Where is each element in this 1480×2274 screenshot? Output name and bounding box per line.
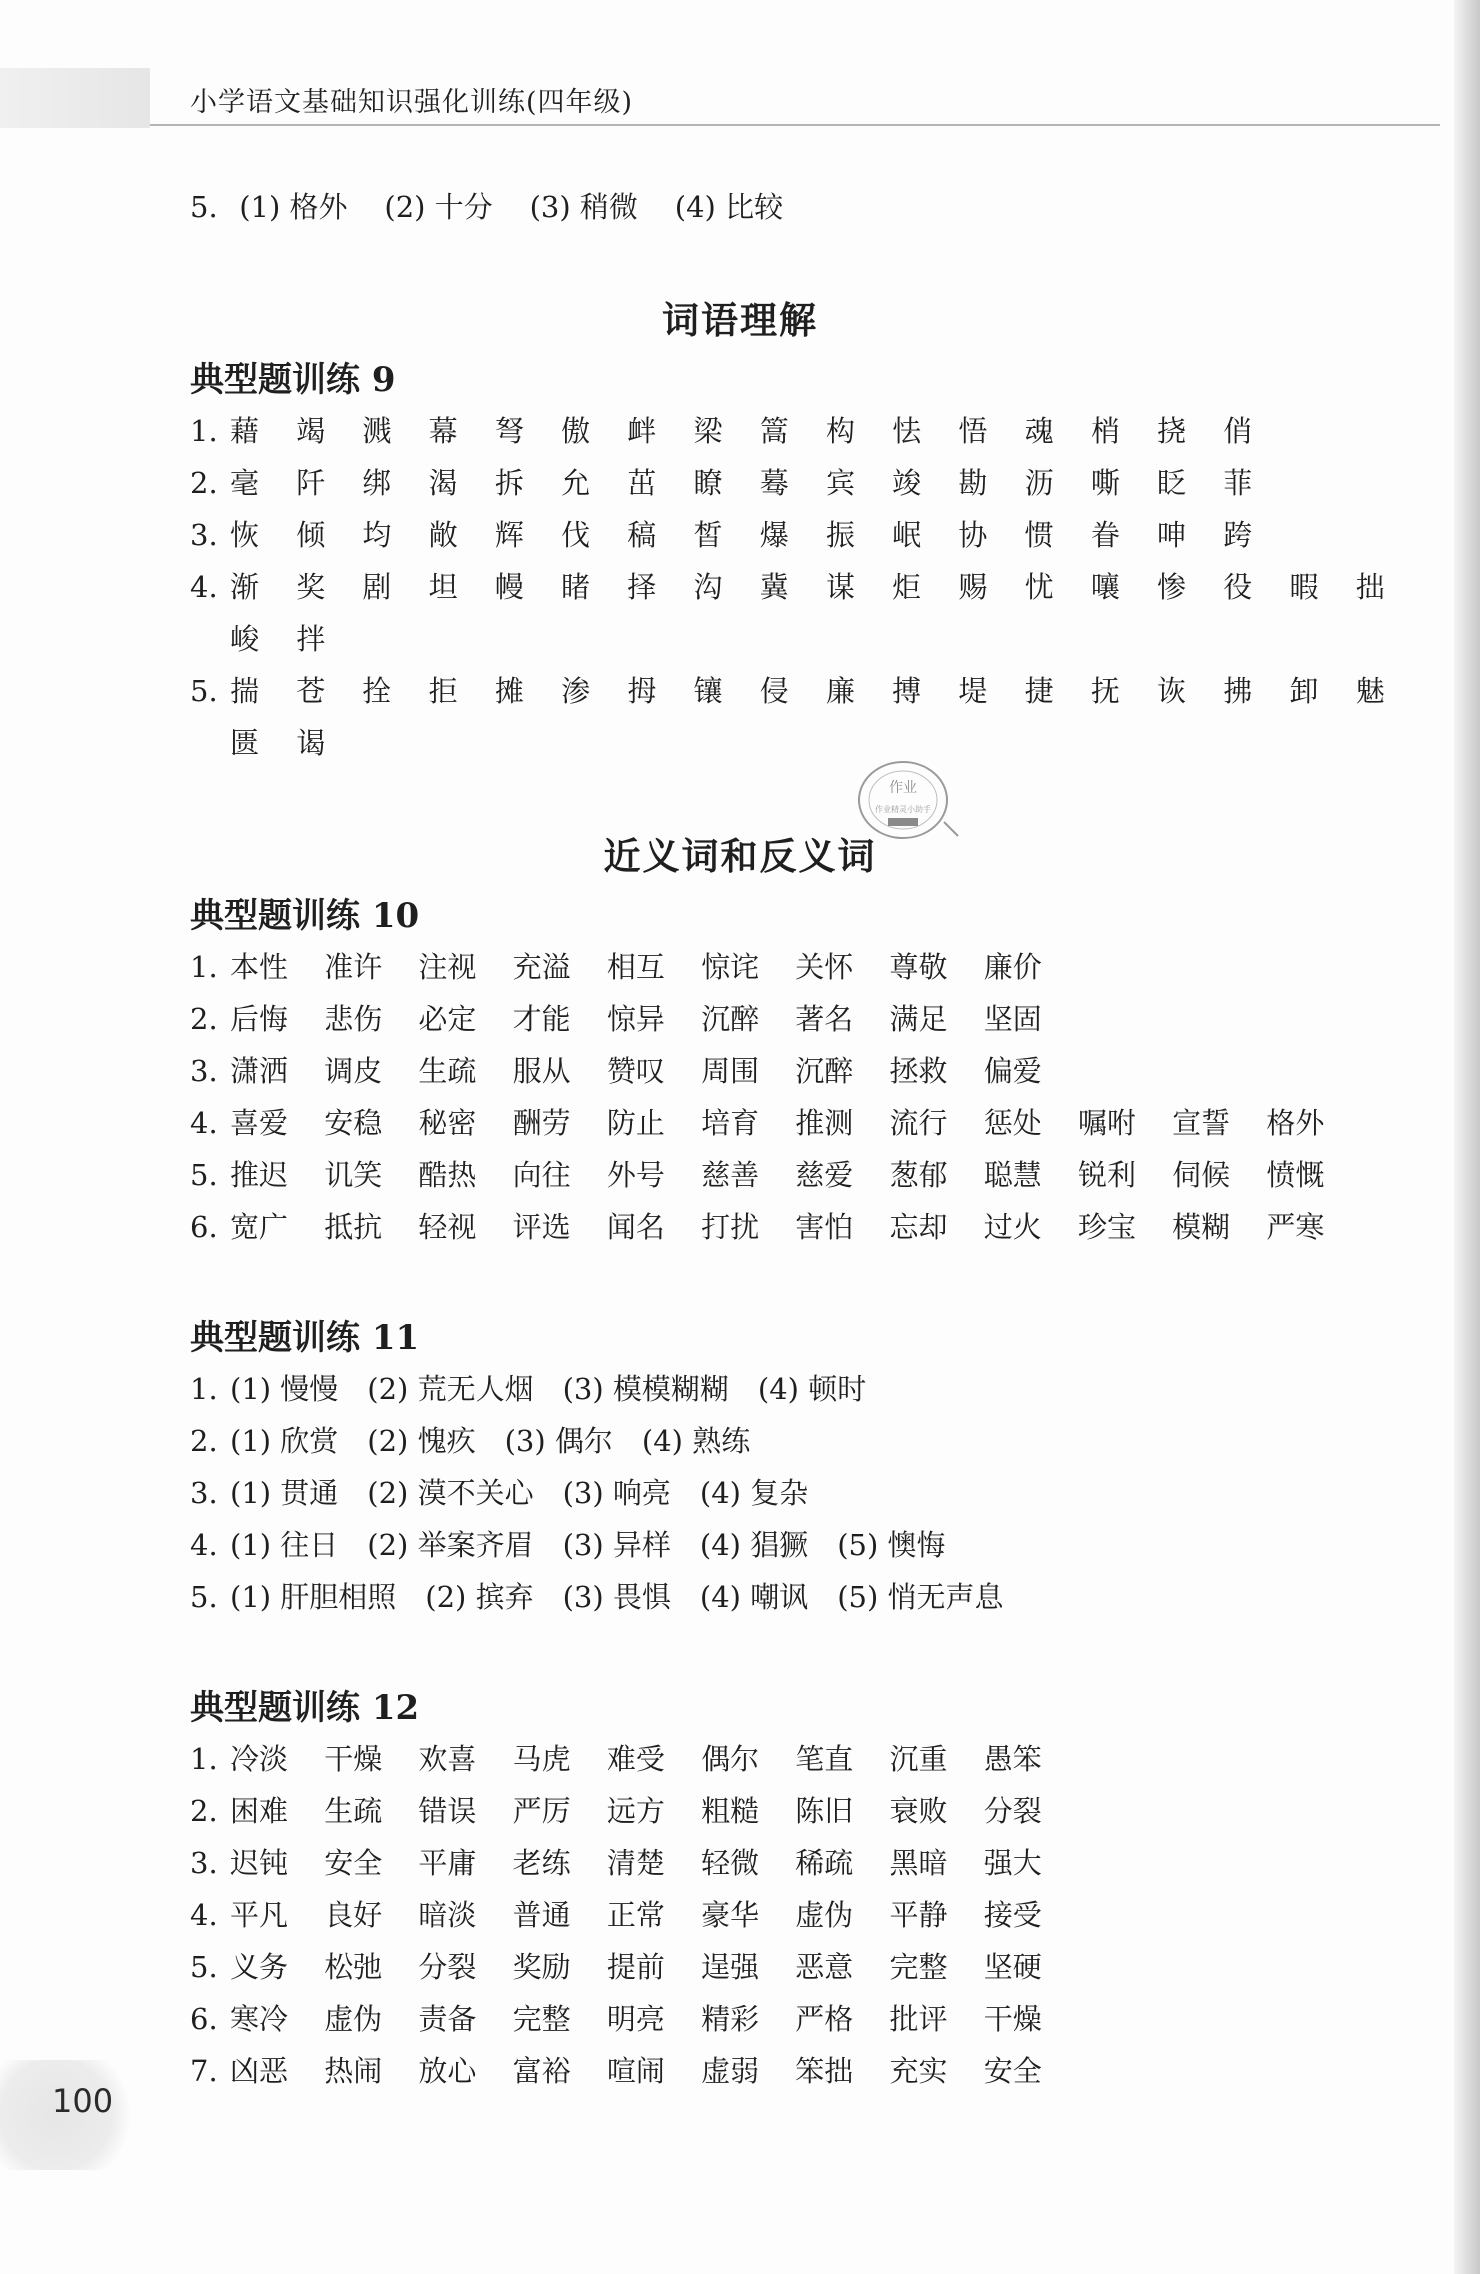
- line-number: 5.: [190, 674, 218, 708]
- line-number: 2.: [190, 1424, 218, 1458]
- page-number: 100: [52, 2082, 114, 2120]
- word-list: 后悔 悲伤 必定 才能 惊异 沉醉 著名 满足 坚固: [230, 1002, 1042, 1036]
- line-number: 2.: [190, 1002, 218, 1036]
- line-number: 1.: [190, 950, 218, 984]
- t9-line: [190, 618, 325, 660]
- t10-line: [190, 1050, 1042, 1092]
- t11-line: [190, 1420, 750, 1462]
- t12-line: [190, 1998, 1042, 2040]
- char-list: 毫 阡 绑 渴 拆 允 茁 瞭 蓦 宾 竣 勘 沥 嘶 眨 菲: [230, 466, 1253, 500]
- t10-line: [190, 1206, 1324, 1248]
- t10-line: [190, 1102, 1324, 1144]
- line-number: 3.: [190, 1846, 218, 1880]
- stamp-text-2: 作业精灵小助手: [875, 805, 931, 814]
- t12-line: [190, 1842, 1042, 1884]
- word-list: 寒冷 虚伪 责备 完整 明亮 精彩 严格 批评 干燥: [230, 2002, 1042, 2036]
- top-answer-line: [190, 186, 783, 228]
- word-list: 喜爱 安稳 秘密 酬劳 防止 培育 推测 流行 惩处 嘱咐 宣誓 格外: [230, 1106, 1325, 1140]
- subsection-title-12: 典型题训练 12: [190, 1688, 420, 1728]
- line-number: 6.: [190, 2002, 218, 2036]
- line-number: 5.: [190, 1580, 218, 1614]
- stamp-text-1: 作业: [889, 780, 917, 796]
- t12-line: [190, 1946, 1042, 1988]
- header-band: [0, 68, 150, 128]
- t9-line: [190, 462, 1252, 504]
- line-number: 5.: [190, 190, 218, 224]
- word-list: 迟钝 安全 平庸 老练 清楚 轻微 稀疏 黑暗 强大: [230, 1846, 1042, 1880]
- char-list: 揣 苍 拴 拒 摊 渗 拇 镶 侵 廉 搏 堤 捷 抚 诙 拂 卸 魅: [230, 674, 1385, 708]
- line-number: 4.: [190, 570, 218, 604]
- word-list: 潇洒 调皮 生疏 服从 赞叹 周围 沉醉 拯救 偏爱: [230, 1054, 1042, 1088]
- word-list: 本性 准许 注视 充溢 相互 惊诧 关怀 尊敬 廉价: [230, 950, 1042, 984]
- t12-line: [190, 1738, 1042, 1780]
- answer-item: (3) 稍微: [529, 190, 638, 224]
- answer-item: (1) 格外: [239, 190, 348, 224]
- t9-line: [190, 670, 1385, 712]
- t9-line: [190, 566, 1385, 608]
- word-list: 凶恶 热闹 放心 富裕 喧闹 虚弱 笨拙 充实 安全: [230, 2054, 1042, 2088]
- t10-line: [190, 1154, 1324, 1196]
- line-number: 3.: [190, 1054, 218, 1088]
- answer-text: (1) 慢慢 (2) 荒无人烟 (3) 模模糊糊 (4) 顿时: [230, 1372, 867, 1406]
- line-number: 5.: [190, 1950, 218, 1984]
- header-rule: [150, 124, 1440, 126]
- word-list: 冷淡 干燥 欢喜 马虎 难受 偶尔 笔直 沉重 愚笨: [230, 1742, 1042, 1776]
- page-header: 小学语文基础知识强化训练(四年级): [190, 87, 634, 118]
- line-number: 5.: [190, 1158, 218, 1192]
- answer-text: (1) 肝胆相照 (2) 摈弃 (3) 畏惧 (4) 嘲讽 (5) 悄无声息: [230, 1580, 1004, 1614]
- char-list: 匮 谒: [230, 726, 326, 760]
- t12-line: [190, 1894, 1042, 1936]
- line-number: 7.: [190, 2054, 218, 2088]
- line-number: 4.: [190, 1898, 218, 1932]
- line-number: 4.: [190, 1528, 218, 1562]
- line-number: 3.: [190, 518, 218, 552]
- t11-line: [190, 1576, 1004, 1618]
- t11-line: [190, 1524, 946, 1566]
- answer-text: (1) 往日 (2) 举案齐眉 (3) 异样 (4) 猖獗 (5) 懊悔: [230, 1528, 946, 1562]
- answer-item: (2) 十分: [384, 190, 493, 224]
- subsection-title-11: 典型题训练 11: [190, 1318, 420, 1358]
- char-list: 恢 倾 均 敞 辉 伐 稿 皙 爆 振 岷 协 惯 眷 呻 跨: [230, 518, 1253, 552]
- word-list: 平凡 良好 暗淡 普通 正常 豪华 虚伪 平静 接受: [230, 1898, 1042, 1932]
- t9-line: [190, 410, 1252, 452]
- t10-line: [190, 946, 1042, 988]
- line-number: 1.: [190, 414, 218, 448]
- word-list: 推迟 讥笑 酷热 向往 外号 慈善 慈爱 葱郁 聪慧 锐利 伺候 愤慨: [230, 1158, 1325, 1192]
- section-title-jinyi: 近义词和反义词: [603, 834, 877, 878]
- t9-line: [190, 722, 325, 764]
- line-number: 2.: [190, 466, 218, 500]
- section-title-ciyu: 词语理解: [662, 298, 818, 342]
- subsection-title-9: 典型题训练 9: [190, 360, 396, 400]
- char-list: 藉 竭 溅 幕 弩 傲 衅 梁 篙 构 怯 悟 魂 梢 挠 俏: [230, 414, 1253, 448]
- t9-line: [190, 514, 1252, 556]
- subsection-title-10: 典型题训练 10: [190, 896, 420, 936]
- t10-line: [190, 998, 1042, 1040]
- answer-item: (4) 比较: [674, 190, 784, 224]
- line-number: 2.: [190, 1794, 218, 1828]
- t12-line: [190, 1790, 1042, 1832]
- word-list: 宽广 抵抗 轻视 评选 闻名 打扰 害怕 忘却 过火 珍宝 模糊 严寒: [230, 1210, 1325, 1244]
- char-list: 渐 奖 剧 坦 幔 睹 择 沟 冀 谋 炬 赐 忧 嚷 惨 役 暇 拙: [230, 570, 1385, 604]
- char-list: 峻 拌: [230, 622, 326, 656]
- t11-line: [190, 1472, 808, 1514]
- answer-text: (1) 贯通 (2) 漠不关心 (3) 响亮 (4) 复杂: [230, 1476, 809, 1510]
- page-number-area: [0, 2060, 140, 2170]
- line-number: 6.: [190, 1210, 218, 1244]
- word-list: 义务 松弛 分裂 奖励 提前 逞强 恶意 完整 坚硬: [230, 1950, 1042, 1984]
- word-list: 困难 生疏 错误 严厉 远方 粗糙 陈旧 衰败 分裂: [230, 1794, 1042, 1828]
- line-number: 1.: [190, 1742, 218, 1776]
- answer-text: (1) 欣赏 (2) 愧疚 (3) 偶尔 (4) 熟练: [230, 1424, 751, 1458]
- line-number: 4.: [190, 1106, 218, 1140]
- t12-line: [190, 2050, 1042, 2092]
- line-number: 3.: [190, 1476, 218, 1510]
- line-number: 1.: [190, 1372, 218, 1406]
- t11-line: [190, 1368, 866, 1410]
